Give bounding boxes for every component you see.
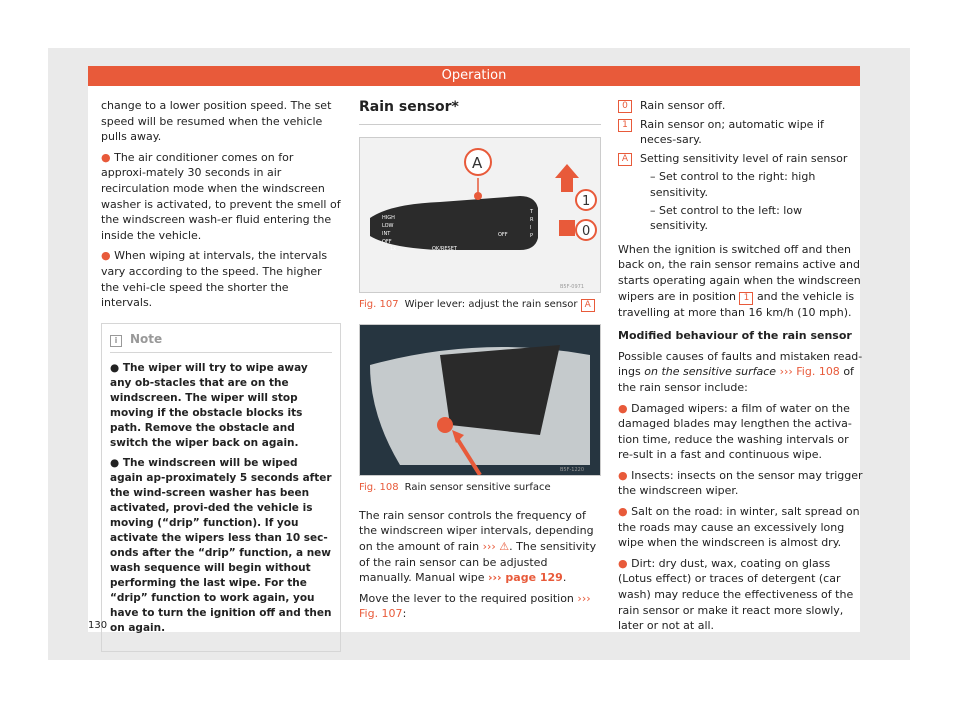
list-item: A Setting sensitivity level of rain sensor <box>618 151 863 167</box>
figure-code: B5F-1220 <box>560 467 585 474</box>
figure-code: B5F-0971 <box>560 283 585 290</box>
figure-107 <box>359 137 601 293</box>
bullet-item: ● Damaged wipers: a film of water on the damaged blades may lengthen the activa-tion time, reduce the washing intervals or re-sult in a fast and continuous wipe. <box>618 401 852 462</box>
lever-label: R <box>530 216 534 223</box>
section-header: Operation <box>88 66 860 86</box>
lever-label: OFF <box>498 231 508 238</box>
warning-icon: ⚠ <box>499 539 510 553</box>
lever-label: I <box>530 224 532 231</box>
page-link[interactable]: ››› page 129 <box>487 571 563 585</box>
bullet-item: ● Salt on the road: in winter, salt spread on the roads may cause an excessively long wipe when the windscreen is almost dry. <box>618 505 860 550</box>
wiper-lever-illustration <box>360 138 600 292</box>
list-item: 1 Rain sensor on; automatic wipe if neces-sary. <box>618 117 863 148</box>
figure-107-caption: Fig. 107 Wiper lever: adjust the rain sensor A <box>359 297 601 313</box>
callout-tag: A <box>581 299 595 312</box>
bullet-item: ● Insects: insects on the sensor may trigger the windscreen wiper. <box>618 468 863 498</box>
column-2 <box>359 100 601 627</box>
lever-label: OK/RESET <box>432 245 457 252</box>
section-heading: Rain sensor* <box>359 100 601 125</box>
figure-link[interactable]: ››› Fig. 107 <box>359 591 591 621</box>
sub-item: – Set control to the left: low sensitivity. <box>650 203 803 233</box>
callout-a: A <box>472 153 483 172</box>
lever-label: INT <box>382 230 391 237</box>
link[interactable]: ››› <box>482 539 496 553</box>
intro-paragraph: change to a lower position speed. The set speed will be resumed when the vehicle pulls away. <box>101 99 332 144</box>
column-1 <box>101 98 341 652</box>
note-item: ● The windscreen will be wiped again ap-proximately 5 seconds after the wind-screen washer has been activated, provi-ded the vehicle is moving (“drip” function). If you activate the wipers less than 10 sec-onds after the “drip” function, a new wash sequence will begin without performing the last wipe. For the “drip” function to work again, you have to turn the ignition off and then on again. <box>110 457 332 635</box>
figure-link[interactable]: ››› Fig. 108 <box>779 365 840 379</box>
note-item: ● The wiper will try to wipe away any ob-stacles that are on the windscreen. The wiper will stop moving if the obstacle blocks its path. Remove the obstacle and switch the wiper back on again. <box>110 362 308 450</box>
bullet-item: ● The air conditioner comes on for approxi-mately 30 seconds in air recirculation mode when the windscreen washer is activated, to prevent the smell of the windscreen wash-er fluid entering the inside the vehicle. <box>101 150 341 242</box>
ignition-paragraph: When the ignition is switched off and then back on, the rain sensor remains active and starts operating again when the windscreen wipers are in position 1 and the vehicle is travelling at more than 16 km/h (10 mph). <box>618 242 861 319</box>
callout-1: 1 <box>582 193 591 209</box>
rain-sensor-illustration <box>360 325 600 475</box>
column-3 <box>618 98 863 639</box>
bullet-icon: ● <box>101 249 115 263</box>
note-header: i Note <box>110 332 332 354</box>
list-item: 0 Rain sensor off. <box>618 98 863 114</box>
bullet-icon: ● <box>101 150 115 164</box>
lever-label: HIGH <box>382 214 395 221</box>
rain-sensor-paragraph: The rain sensor controls the frequency of the windscreen wiper intervals, depending on the amount of rain ››› ⚠. The sensitivity of the rain sensor can be adjusted manually. Manual wipe ››› page 129. <box>359 508 597 585</box>
info-icon: i <box>110 335 122 347</box>
page-number: 130 <box>88 620 108 631</box>
lever-paragraph: Move the lever to the required position ››› Fig. 107: <box>359 591 591 621</box>
sub-item: – Set control to the right: high sensitivity. <box>650 170 816 199</box>
lever-label: LOW <box>382 222 394 229</box>
lever-label: OFF <box>382 238 392 245</box>
callout-0: 0 <box>582 223 591 239</box>
lever-label: P <box>530 232 534 239</box>
lever-label: T <box>530 208 534 215</box>
causes-paragraph: Possible causes of faults and mistaken read-ings on the sensitive surface ››› Fig. 108 of the rain sensor include: <box>618 349 863 394</box>
lever-label: 1x <box>390 245 397 252</box>
bullet-item: ● Dirt: dry dust, wax, coating on glass (Lotus effect) or traces of detergent (car wash) may reduce the effectiveness of the rain sensor or make it react more slowly, later or not at all. <box>618 556 854 633</box>
figure-108 <box>359 324 601 476</box>
subheading: Modified behaviour of the rain sensor <box>618 329 852 343</box>
bullet-item: ● When wiping at intervals, the intervals vary according to the speed. The higher the vehi-cle speed the shorter the intervals. <box>101 249 328 310</box>
note-box <box>101 323 341 653</box>
figure-108-caption: Fig. 108 Rain sensor sensitive surface <box>359 482 551 494</box>
